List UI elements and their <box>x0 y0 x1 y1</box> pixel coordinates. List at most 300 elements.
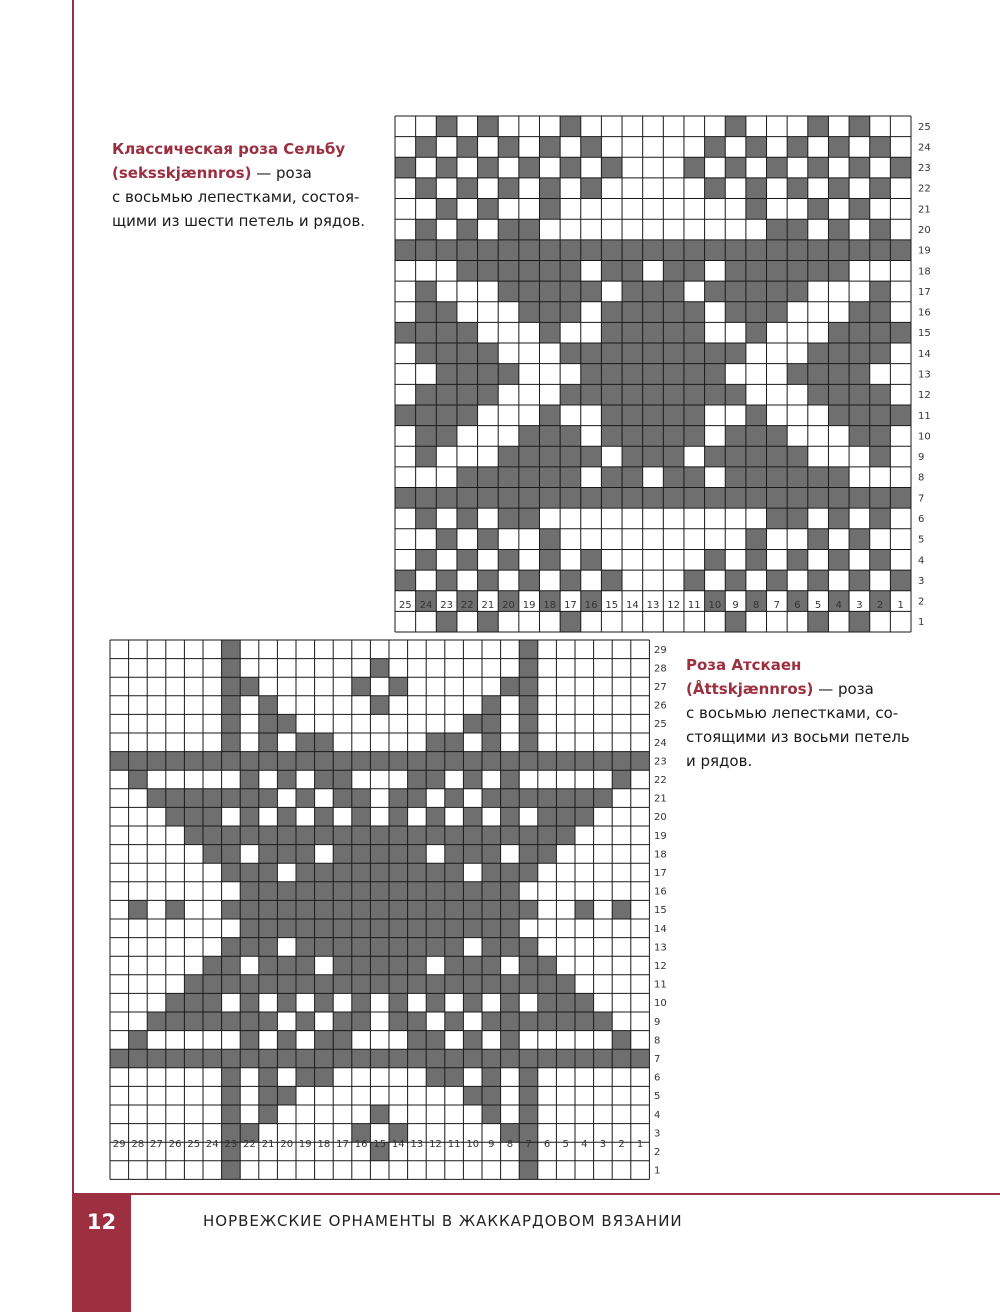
atts-col-label: 17 <box>336 1139 349 1150</box>
atts-stitch <box>445 845 464 864</box>
atts-stitch <box>482 1086 501 1105</box>
atts-stitch <box>259 975 278 994</box>
atts-stitch <box>426 975 445 994</box>
atts-stitch <box>277 845 296 864</box>
running-title: НОРВЕЖСКИЕ ОРНАМЕНТЫ В ЖАККАРДОВОМ ВЯЗАНИИ <box>203 1212 683 1230</box>
atts-stitch <box>370 845 389 864</box>
atts-stitch <box>426 826 445 845</box>
atts-stitch <box>426 863 445 882</box>
selbu-row-label: 8 <box>918 472 925 484</box>
atts-stitch <box>426 1068 445 1087</box>
atts-stitch <box>519 1086 538 1105</box>
atts-stitch <box>222 733 241 752</box>
selbu-row-label: 11 <box>918 410 931 422</box>
atts-stitch <box>296 826 315 845</box>
atts-stitch <box>482 975 501 994</box>
atts-stitch <box>370 659 389 678</box>
atts-stitch <box>426 919 445 938</box>
atts-col-label: 15 <box>373 1139 387 1150</box>
atts-stitch <box>222 1086 241 1105</box>
atts-stitch <box>482 1068 501 1087</box>
atts-stitch <box>315 1031 334 1050</box>
atts-stitch <box>222 956 241 975</box>
atts-stitch <box>296 845 315 864</box>
atts-stitch <box>259 752 278 771</box>
atts-row-label: 10 <box>654 998 667 1010</box>
atts-stitch <box>408 1031 427 1050</box>
atts-stitch <box>445 826 464 845</box>
atts-stitch <box>277 882 296 901</box>
selbu-row-label: 13 <box>918 369 931 381</box>
atts-stitch <box>259 789 278 808</box>
atts-stitch <box>556 993 575 1012</box>
atts-row-label: 11 <box>654 979 667 991</box>
atts-stitch <box>259 863 278 882</box>
atts-stitch <box>482 789 501 808</box>
atts-stitch <box>426 1049 445 1068</box>
atts-stitch <box>463 882 482 901</box>
atts-stitch <box>222 1068 241 1087</box>
atts-stitch <box>333 956 352 975</box>
selbu-row-label: 20 <box>918 225 931 237</box>
atts-stitch <box>538 993 557 1012</box>
selbu-col-label: 8 <box>753 600 760 611</box>
atts-row-label: 23 <box>654 756 667 768</box>
selbu-col-label: 15 <box>605 600 619 611</box>
atts-stitch <box>296 882 315 901</box>
atts-stitch <box>222 938 241 957</box>
atts-stitch <box>315 1049 334 1068</box>
atts-row-label: 3 <box>654 1128 661 1140</box>
atts-stitch <box>352 956 371 975</box>
atts-stitch <box>538 826 557 845</box>
atts-stitch <box>203 807 222 826</box>
atts-stitch <box>333 770 352 789</box>
atts-stitch <box>333 1012 352 1031</box>
atts-stitch <box>222 714 241 733</box>
selbu-col-label: 21 <box>481 600 495 611</box>
atts-stitch <box>333 938 352 957</box>
atts-title-original: (Åttskjænnros) <box>686 680 814 698</box>
atts-stitch <box>501 1031 520 1050</box>
atts-stitch <box>222 752 241 771</box>
atts-stitch <box>408 956 427 975</box>
atts-stitch <box>482 882 501 901</box>
selbu-col-label: 19 <box>522 600 536 611</box>
atts-stitch <box>203 1012 222 1031</box>
selbu-row-label: 22 <box>918 183 931 195</box>
atts-stitch <box>240 882 259 901</box>
atts-stitch <box>352 938 371 957</box>
atts-stitch <box>389 882 408 901</box>
atts-stitch <box>277 956 296 975</box>
atts-stitch <box>110 1049 129 1068</box>
atts-stitch <box>333 752 352 771</box>
atts-stitch <box>408 882 427 901</box>
atts-stitch <box>147 1049 166 1068</box>
atts-row-label: 27 <box>654 682 667 693</box>
atts-stitch <box>333 845 352 864</box>
atts-row-label: 9 <box>654 1016 661 1028</box>
atts-stitch <box>445 733 464 752</box>
atts-row-label: 8 <box>654 1035 661 1047</box>
atts-row-label: 2 <box>654 1147 661 1158</box>
atts-stitch <box>482 938 501 957</box>
atts-col-label: 13 <box>410 1139 424 1150</box>
atts-row-label: 18 <box>654 849 667 861</box>
atts-stitch <box>240 752 259 771</box>
atts-stitch <box>222 845 241 864</box>
selbu-col-label: 20 <box>502 600 515 611</box>
atts-desc-line2: стоящими из восьми петель <box>686 728 910 746</box>
atts-stitch <box>370 826 389 845</box>
atts-stitch <box>333 900 352 919</box>
atts-col-label: 12 <box>429 1139 442 1150</box>
atts-stitch <box>370 1049 389 1068</box>
atts-col-label: 9 <box>488 1139 495 1150</box>
atts-stitch <box>463 919 482 938</box>
atts-stitch <box>389 752 408 771</box>
atts-stitch <box>556 807 575 826</box>
atts-col-label: 3 <box>599 1139 607 1150</box>
atts-stitch <box>333 826 352 845</box>
atts-stitch <box>352 677 371 696</box>
atts-stitch <box>408 1012 427 1031</box>
atts-stitch <box>315 993 334 1012</box>
atts-stitch <box>277 900 296 919</box>
atts-row-label: 19 <box>654 830 667 842</box>
atts-stitch <box>222 1049 241 1068</box>
atts-stitch <box>445 1012 464 1031</box>
atts-stitch <box>166 993 185 1012</box>
atts-stitch <box>333 1031 352 1050</box>
atts-stitch <box>259 900 278 919</box>
atts-stitch <box>519 900 538 919</box>
selbu-col-label: 24 <box>419 600 433 611</box>
atts-stitch <box>575 993 594 1012</box>
atts-stitch <box>370 1105 389 1124</box>
atts-stitch <box>184 826 203 845</box>
atts-stitch <box>501 919 520 938</box>
atts-stitch <box>129 900 148 919</box>
atts-stitch <box>575 1012 594 1031</box>
atts-stitch <box>222 826 241 845</box>
atts-col-label: 16 <box>354 1139 368 1150</box>
atts-stitch <box>445 975 464 994</box>
atts-row-label: 26 <box>654 700 667 712</box>
atts-stitch <box>519 826 538 845</box>
atts-stitch <box>370 863 389 882</box>
atts-stitch <box>389 975 408 994</box>
atts-stitch <box>538 807 557 826</box>
selbu-col-label: 25 <box>398 600 412 611</box>
selbu-row-label: 7 <box>918 493 925 505</box>
atts-stitch <box>352 975 371 994</box>
atts-col-label: 8 <box>506 1139 514 1150</box>
selbu-row-label: 16 <box>918 307 931 319</box>
atts-stitch <box>166 900 185 919</box>
atts-stitch <box>426 938 445 957</box>
atts-stitch <box>352 882 371 901</box>
atts-stitch <box>240 826 259 845</box>
atts-stitch <box>333 1049 352 1068</box>
atts-stitch <box>259 845 278 864</box>
selbu-col-label: 4 <box>835 600 842 611</box>
atts-col-label: 20 <box>280 1139 294 1150</box>
atts-stitch <box>612 1031 631 1050</box>
atts-stitch <box>501 1012 520 1031</box>
atts-stitch <box>501 863 520 882</box>
atts-stitch <box>408 900 427 919</box>
atts-stitch <box>352 826 371 845</box>
atts-stitch <box>408 1049 427 1068</box>
atts-stitch <box>426 733 445 752</box>
atts-stitch <box>463 1049 482 1068</box>
atts-row-label: 29 <box>654 644 667 656</box>
atts-stitch <box>501 900 520 919</box>
selbu-row-label: 4 <box>918 555 925 567</box>
atts-row-label: 6 <box>654 1072 661 1084</box>
atts-stitch <box>240 677 259 696</box>
atts-stitch <box>259 1068 278 1087</box>
atts-stitch <box>296 1049 315 1068</box>
atts-stitch <box>277 1049 296 1068</box>
atts-stitch <box>370 938 389 957</box>
atts-stitch <box>222 1161 241 1180</box>
selbu-col-label: 1 <box>897 600 904 611</box>
atts-stitch <box>259 1049 278 1068</box>
atts-stitch <box>519 733 538 752</box>
atts-stitch <box>519 1105 538 1124</box>
atts-stitch <box>519 752 538 771</box>
atts-stitch <box>519 863 538 882</box>
atts-stitch <box>445 938 464 957</box>
atts-stitch <box>240 770 259 789</box>
atts-col-label: 27 <box>150 1139 163 1150</box>
selbu-col-label: 5 <box>814 600 822 611</box>
atts-stitch <box>519 714 538 733</box>
atts-stitch <box>333 863 352 882</box>
atts-col-label: 6 <box>543 1139 551 1150</box>
atts-stitch <box>203 975 222 994</box>
atts-stitch <box>408 938 427 957</box>
selbu-row-label: 6 <box>918 513 925 525</box>
atts-stitch <box>296 975 315 994</box>
selbu-row-label: 24 <box>918 142 931 154</box>
selbu-row-label: 18 <box>918 266 931 278</box>
atts-stitch <box>408 919 427 938</box>
atts-stitch <box>184 789 203 808</box>
atts-stitch <box>259 956 278 975</box>
atts-title: Роза Атскаен <box>686 656 802 674</box>
selbu-row-label: 23 <box>918 163 931 175</box>
atts-stitch <box>259 696 278 715</box>
selbu-col-label: 22 <box>460 600 474 611</box>
atts-stitch <box>296 900 315 919</box>
atts-stitch <box>259 1012 278 1031</box>
selbu-col-label: 12 <box>667 600 681 611</box>
atts-stitch <box>222 696 241 715</box>
atts-stitch <box>594 1049 613 1068</box>
atts-stitch <box>408 789 427 808</box>
atts-stitch <box>482 826 501 845</box>
selbu-col-label: 10 <box>708 600 722 611</box>
atts-stitch <box>296 1068 315 1087</box>
atts-stitch <box>240 900 259 919</box>
atts-stitch <box>352 863 371 882</box>
atts-row-label: 21 <box>654 793 667 805</box>
selbu-col-label: 16 <box>584 600 598 611</box>
selbu-col-label: 9 <box>732 600 739 611</box>
atts-stitch <box>501 882 520 901</box>
selbu-row-label: 12 <box>918 390 931 402</box>
selbu-col-label: 18 <box>543 600 557 611</box>
atts-stitch <box>166 807 185 826</box>
atts-col-label: 14 <box>391 1139 405 1150</box>
atts-stitch <box>352 1012 371 1031</box>
atts-stitch <box>296 752 315 771</box>
atts-stitch <box>222 640 241 659</box>
atts-stitch <box>240 1049 259 1068</box>
atts-stitch <box>240 789 259 808</box>
atts-stitch <box>408 975 427 994</box>
atts-stitch <box>519 696 538 715</box>
atts-stitch <box>408 752 427 771</box>
atts-col-label: 26 <box>168 1139 182 1150</box>
atts-row-label: 20 <box>654 812 667 824</box>
atts-col-label: 5 <box>562 1139 569 1150</box>
atts-stitch <box>445 956 464 975</box>
atts-stitch <box>110 752 129 771</box>
atts-col-label: 7 <box>525 1139 532 1150</box>
atts-stitch <box>556 826 575 845</box>
atts-row-label: 17 <box>654 868 667 879</box>
atts-stitch <box>240 807 259 826</box>
atts-stitch <box>166 1012 185 1031</box>
atts-col-label: 29 <box>112 1139 126 1150</box>
atts-col-label: 23 <box>224 1139 238 1150</box>
atts-stitch <box>408 826 427 845</box>
atts-stitch <box>315 882 334 901</box>
atts-stitch <box>538 789 557 808</box>
atts-stitch <box>556 789 575 808</box>
atts-stitch <box>426 993 445 1012</box>
atts-stitch <box>259 1086 278 1105</box>
atts-stitch <box>259 882 278 901</box>
atts-stitch <box>501 975 520 994</box>
atts-row-label: 15 <box>654 905 667 917</box>
atts-stitch <box>519 975 538 994</box>
atts-stitch <box>575 807 594 826</box>
atts-stitch <box>184 975 203 994</box>
selbu-col-label: 2 <box>876 600 884 611</box>
atts-stitch <box>277 1031 296 1050</box>
atts-stitch <box>147 789 166 808</box>
atts-stitch <box>408 770 427 789</box>
atts-stitch <box>352 807 371 826</box>
atts-stitch <box>519 789 538 808</box>
atts-stitch <box>147 752 166 771</box>
atts-col-label: 11 <box>447 1139 461 1150</box>
atts-stitch <box>222 789 241 808</box>
atts-stitch <box>203 826 222 845</box>
atts-stitch <box>519 659 538 678</box>
atts-row-label: 22 <box>654 775 667 786</box>
atts-stitch <box>482 863 501 882</box>
atts-stitch <box>240 1031 259 1050</box>
atts-stitch <box>259 733 278 752</box>
atts-stitch <box>519 938 538 957</box>
atts-stitch <box>389 1049 408 1068</box>
selbu-row-label: 10 <box>918 431 931 443</box>
atts-stitch <box>463 975 482 994</box>
atts-stitch <box>463 900 482 919</box>
atts-stitch <box>222 1012 241 1031</box>
atts-stitch <box>184 1049 203 1068</box>
atts-stitch <box>389 807 408 826</box>
atts-stitch <box>259 826 278 845</box>
atts-stitch <box>501 770 520 789</box>
atts-stitch <box>222 677 241 696</box>
atts-col-label: 21 <box>261 1139 275 1150</box>
atts-stitch <box>370 882 389 901</box>
atts-stitch <box>501 993 520 1012</box>
atts-stitch <box>352 1049 371 1068</box>
atts-stitch <box>463 770 482 789</box>
atts-stitch <box>575 1049 594 1068</box>
atts-stitch <box>463 752 482 771</box>
atts-stitch <box>222 863 241 882</box>
atts-stitch <box>482 696 501 715</box>
atts-stitch <box>184 993 203 1012</box>
atts-col-label: 28 <box>131 1139 145 1150</box>
atts-stitch <box>463 956 482 975</box>
atts-col-label: 4 <box>581 1139 588 1150</box>
selbu-row-label: 21 <box>918 204 931 216</box>
atts-stitch <box>315 938 334 957</box>
selbu-desc-line2: щими из шести петель и рядов. <box>112 212 366 230</box>
atts-row-label: 4 <box>654 1109 661 1121</box>
atts-stitch <box>277 919 296 938</box>
atts-stitch <box>445 863 464 882</box>
atts-stitch <box>352 752 371 771</box>
atts-stitch <box>296 956 315 975</box>
atts-stitch <box>482 919 501 938</box>
atts-stitch <box>240 938 259 957</box>
selbu-title-original: (seksskjænnros) <box>112 164 252 182</box>
atts-stitch <box>370 900 389 919</box>
atts-stitch <box>631 1049 650 1068</box>
atts-stitch <box>259 938 278 957</box>
selbu-row-label: 5 <box>918 534 925 546</box>
atts-stitch <box>315 1068 334 1087</box>
atts-stitch <box>315 863 334 882</box>
atts-stitch <box>240 1012 259 1031</box>
atts-stitch <box>519 640 538 659</box>
atts-stitch <box>482 1049 501 1068</box>
atts-stitch <box>389 993 408 1012</box>
atts-stitch <box>463 807 482 826</box>
selbu-title: Классическая роза Сельбу <box>112 140 346 158</box>
atts-stitch <box>259 1105 278 1124</box>
atts-stitch <box>222 900 241 919</box>
atts-stitch <box>445 1049 464 1068</box>
atts-stitch <box>296 1012 315 1031</box>
atts-stitch <box>129 752 148 771</box>
selbu-desc-tail: — роза <box>251 164 312 182</box>
atts-stitch <box>333 789 352 808</box>
atts-stitch <box>463 1031 482 1050</box>
